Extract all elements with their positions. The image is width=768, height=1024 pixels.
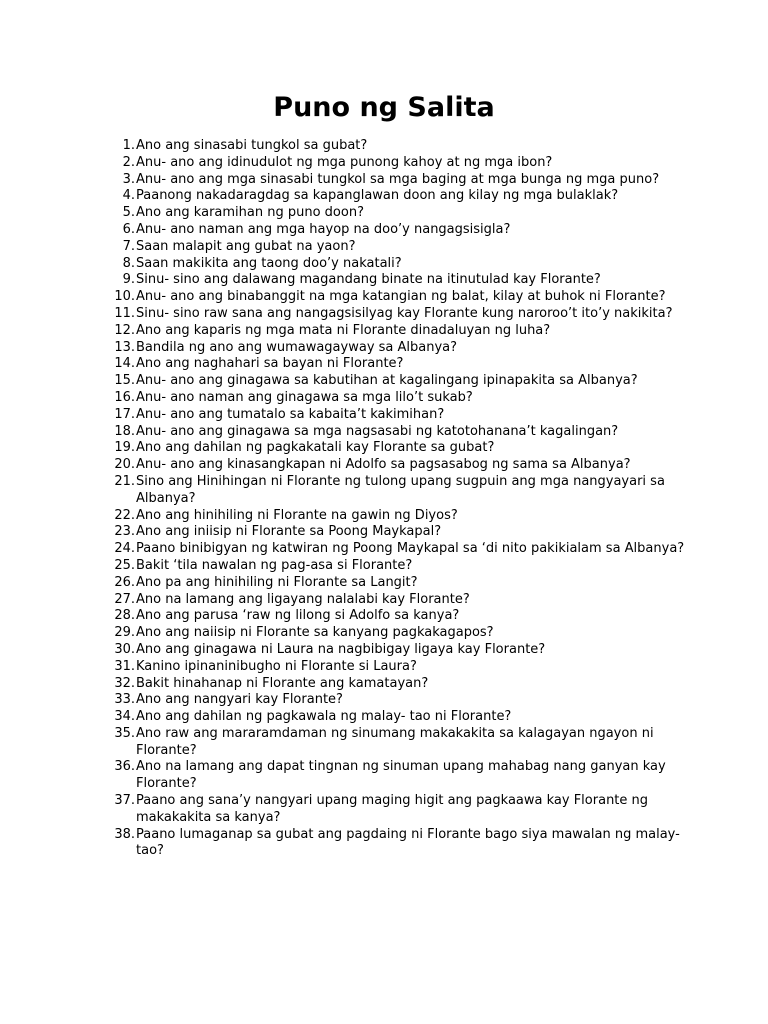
question-number: 22. — [114, 507, 135, 523]
question-text: Ano ang hinihiling ni Florante na gawin ng Diyos? — [136, 507, 458, 523]
question-text: Ano na lamang ang dapat tingnan ng sinuman upang mahabag nang ganyan kay Florante? — [136, 759, 666, 792]
question-item — [110, 524, 685, 541]
question-item — [110, 373, 685, 390]
question-text: Paano lumaganap sa gubat ang pagdaing ni Florante bago siya mawalan ng malay- tao? — [136, 826, 680, 859]
question-number: 19. — [114, 440, 135, 456]
question-text: Anu- ano ang idinudulot ng mga punong kahoy at ng mga ibon? — [136, 154, 553, 170]
question-number: 24. — [114, 541, 135, 557]
question-item — [110, 205, 685, 222]
question-text: Anu- ano ang kinasangkapan ni Adolfo sa pagsasabog ng sama sa Albanya? — [136, 457, 631, 473]
question-number: 36. — [114, 759, 135, 775]
question-item — [110, 172, 685, 189]
question-item — [110, 625, 685, 642]
question-item — [110, 793, 685, 827]
question-item — [110, 138, 685, 155]
question-number: 13. — [114, 339, 135, 355]
question-number: 37. — [114, 793, 135, 809]
question-item — [110, 726, 685, 760]
question-item — [110, 289, 685, 306]
question-number: 21. — [114, 473, 135, 489]
question-number: 11. — [114, 305, 135, 321]
question-number: 23. — [114, 524, 135, 540]
question-text: Ano ang kaparis ng mga mata ni Florante dinadaluyan ng luha? — [136, 322, 551, 338]
question-text: Ano ang naiisip ni Florante sa kanyang pagkakagapos? — [136, 625, 494, 641]
question-text: Saan makikita ang taong doo’y nakatali? — [136, 255, 402, 271]
question-number: 34. — [114, 709, 135, 725]
question-item — [110, 676, 685, 693]
question-item — [110, 759, 685, 793]
question-text: Anu- ano ang ginagawa sa mga nagsasabi ng katotohanana’t kagalingan? — [136, 423, 619, 439]
question-item — [110, 827, 685, 861]
question-text: Ano raw ang mararamdaman ng sinumang makakakita sa kalagayan ngayon ni Florante? — [136, 725, 654, 758]
question-number: 9. — [122, 272, 135, 288]
question-text: Paanong nakadaragdag sa kapanglawan doon ang kilay ng mga bulaklak? — [136, 188, 619, 204]
question-text: Bakit ‘tila nawalan ng pag-asa si Florante? — [136, 557, 413, 573]
question-item — [110, 457, 685, 474]
question-text: Anu- ano naman ang ginagawa sa mga lilo’t sukab? — [136, 389, 473, 405]
question-item — [110, 155, 685, 172]
question-text: Paano ang sana’y nangyari upang maging higit ang pagkaawa kay Florante ng makakakita sa kanya? — [136, 793, 649, 825]
document-title: Puno ng Salita — [273, 92, 495, 123]
question-number: 33. — [114, 692, 135, 708]
question-number: 31. — [114, 658, 135, 674]
question-item — [110, 256, 685, 273]
question-text: Paano binibigyan ng katwiran ng Poong Maykapal sa ‘di nito pakikialam sa Albanya? — [136, 541, 685, 557]
question-item — [110, 440, 685, 457]
question-number: 7. — [122, 238, 135, 254]
question-item — [110, 709, 685, 726]
question-number: 20. — [114, 457, 135, 473]
question-number: 30. — [114, 641, 135, 657]
question-number: 29. — [114, 625, 135, 641]
question-text: Ano ang karamihan ng puno doon? — [136, 205, 364, 221]
question-item — [110, 659, 685, 676]
question-number: 35. — [114, 725, 135, 741]
question-item — [110, 222, 685, 239]
question-number: 10. — [114, 289, 135, 305]
question-number: 16. — [114, 389, 135, 405]
question-number: 25. — [114, 557, 135, 573]
question-text: Sinu- sino ang dalawang magandang binate na itinutulad kay Florante? — [136, 272, 601, 288]
question-number: 2. — [122, 154, 135, 170]
question-text: Anu- ano ang ginagawa sa kabutihan at kagalingang ipinapakita sa Albanya? — [136, 373, 638, 389]
question-number: 1. — [122, 138, 135, 153]
question-item — [110, 608, 685, 625]
question-text: Ano na lamang ang ligayang nalalabi kay Florante? — [136, 591, 470, 607]
question-text: Anu- ano ang tumatalo sa kabaita’t kakimihan? — [136, 406, 445, 422]
question-text: Ano ang parusa ‘raw ng lilong si Adolfo sa kanya? — [136, 608, 460, 624]
question-item — [110, 474, 685, 508]
question-text: Saan malapit ang gubat na yaon? — [136, 238, 356, 254]
question-number: 26. — [114, 574, 135, 590]
question-item — [110, 356, 685, 373]
question-item — [110, 575, 685, 592]
question-text: Ano ang ginagawa ni Laura na nagbibigay ligaya kay Florante? — [136, 641, 546, 657]
question-item — [110, 558, 685, 575]
question-item — [110, 642, 685, 659]
question-item — [110, 424, 685, 441]
question-number: 27. — [114, 591, 135, 607]
question-text: Sino ang Hinihingan ni Florante ng tulong upang sugpuin ang mga nangyayari sa Albanya? — [136, 473, 665, 506]
question-text: Ano ang dahilan ng pagkawala ng malay- tao ni Florante? — [136, 709, 512, 725]
question-text: Ano ang naghahari sa bayan ni Florante? — [136, 356, 404, 372]
question-number: 12. — [114, 322, 135, 338]
question-item — [110, 592, 685, 609]
question-text: Kanino ipinaninibugho ni Florante si Laura? — [136, 658, 417, 674]
question-item — [110, 407, 685, 424]
question-text: Ano pa ang hinihiling ni Florante sa Langit? — [136, 574, 418, 590]
question-text: Ano ang dahilan ng pagkakatali kay Florante sa gubat? — [136, 440, 495, 456]
question-text: Ano ang nangyari kay Florante? — [136, 692, 343, 708]
question-item — [110, 239, 685, 256]
question-text: Ano ang iniisip ni Florante sa Poong Maykapal? — [136, 524, 442, 540]
question-number: 32. — [114, 675, 135, 691]
question-text: Bakit hinahanap ni Florante ang kamatayan? — [136, 675, 429, 691]
question-text: Anu- ano ang binabanggit na mga katangian ng balat, kilay at buhok ni Florante? — [136, 289, 666, 305]
question-item — [110, 390, 685, 407]
question-number: 15. — [114, 373, 135, 389]
question-number: 5. — [122, 205, 135, 221]
question-item — [110, 541, 685, 558]
question-number: 28. — [114, 608, 135, 624]
question-number: 18. — [114, 423, 135, 439]
question-list — [110, 138, 685, 860]
question-number: 17. — [114, 406, 135, 422]
question-item — [110, 323, 685, 340]
question-text: Ano ang sinasabi tungkol sa gubat? — [136, 138, 368, 153]
question-number: 14. — [114, 356, 135, 372]
question-item — [110, 272, 685, 289]
question-text: Sinu- sino raw sana ang nangagsisilyag kay Florante kung naroroo’t ito’y nakikita? — [136, 305, 673, 321]
question-item — [110, 306, 685, 323]
question-text: Anu- ano naman ang mga hayop na doo’y nangagsisigla? — [136, 221, 511, 237]
question-number: 38. — [114, 826, 135, 842]
question-text: Bandila ng ano ang wumawagayway sa Albanya? — [136, 339, 458, 355]
question-item — [110, 340, 685, 357]
question-number: 8. — [122, 255, 135, 271]
question-item — [110, 692, 685, 709]
question-text: Anu- ano ang mga sinasabi tungkol sa mga baging at mga bunga ng mga puno? — [136, 171, 660, 187]
question-number: 3. — [122, 171, 135, 187]
question-number: 4. — [122, 188, 135, 204]
question-number: 6. — [122, 221, 135, 237]
question-item — [110, 508, 685, 525]
question-item — [110, 188, 685, 205]
